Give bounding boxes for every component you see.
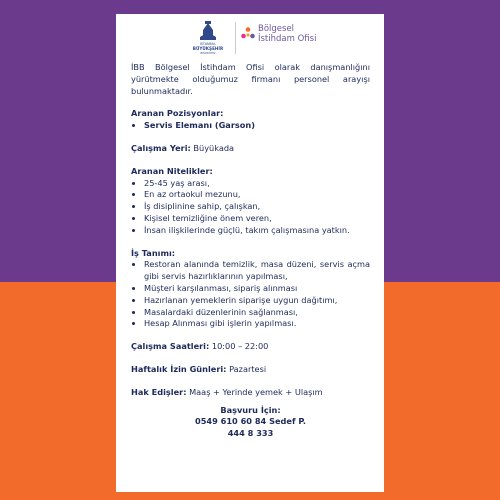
benefits-row (131, 387, 370, 399)
duties-list (131, 259, 370, 330)
istihdam-logo-line-2: İstihdam Ofisi (258, 33, 317, 44)
day-off-value: Pazartesi (229, 363, 267, 374)
ibb-logo-icon (186, 20, 230, 56)
duties-label: İş Tanımı: (131, 247, 176, 258)
day-off-label: Haftalık İzin Günleri: (131, 363, 227, 374)
istihdam-logo-line-1: Bölgesel (258, 24, 295, 34)
duty-item: • Hesap Alınması gibi işlerin yapılması. (144, 318, 370, 330)
istihdam-logo-text (258, 25, 316, 44)
position-item: • Servis Elemanı (Garson) (144, 120, 370, 132)
logo-divider (235, 22, 236, 54)
positions-list (131, 120, 370, 132)
duty-item: • Restoran alanında temizlik, masa düzeni, servis açma gibi servis hazırlıklarının yapılması, (144, 259, 370, 283)
qualification-item: • Kişisel temizliğine önem veren, (144, 213, 370, 225)
qualifications-label: Aranan Nitelikler: (131, 165, 213, 176)
qualifications-list (131, 178, 370, 237)
hours-row (131, 341, 370, 353)
qualification-item: • 25-45 yaş arası, (144, 178, 370, 190)
ibb-logo-line-1: İSTANBUL (199, 42, 217, 46)
day-off-row (131, 364, 370, 376)
contact-phone: 0549 610 60 84 Sedef P. (195, 416, 306, 427)
benefits-label: Hak Edişler: (131, 386, 187, 397)
job-posting-card (116, 14, 384, 492)
positions-label: Aranan Pozisyonlar: (131, 108, 224, 119)
hours-value: 10:00 – 22:00 (211, 341, 269, 352)
intro-text: İBB Bölgesel İstihdam Ofisi olarak danışmanlığını yürütmekte olduğumuz firmanı personel arayışı bulunmaktadır. (131, 62, 370, 96)
duty-item: • Masalardaki düzenlerinin sağlanması, (144, 307, 370, 319)
hours-label: Çalışma Saatleri: (131, 341, 210, 352)
posting-content (131, 62, 370, 440)
ibb-logo-line-2: BÜYÜKŞEHİR (192, 46, 224, 51)
qualification-item: • En az ortaokul mezunu, (144, 189, 370, 201)
qualification-item: • İnsan ilişkilerinde güçlü, takım çalışmasına yatkın. (144, 225, 370, 237)
logo-header (116, 14, 384, 58)
contact-hotline: 444 8 333 (227, 428, 274, 439)
contact-title: Başvuru İçin: (220, 404, 281, 415)
duty-item: • Hazırlanan yemeklerin siparişe uygun dağıtımı, (144, 295, 370, 307)
duty-item: • Müşteri karşılanması, sipariş alınması (144, 283, 370, 295)
qualification-item: • İş disiplinine sahip, çalışkan, (144, 201, 370, 213)
istihdam-logo-icon (240, 26, 256, 42)
ibb-logo-line-3: BELEDİYESİ (200, 52, 216, 55)
location-value: Büyükada (193, 142, 235, 153)
contact-block (131, 405, 370, 440)
location-row (131, 143, 370, 155)
location-label: Çalışma Yeri: (131, 142, 191, 153)
benefits-value: Maaş + Yerinde yemek + Ulaşım (189, 386, 323, 397)
